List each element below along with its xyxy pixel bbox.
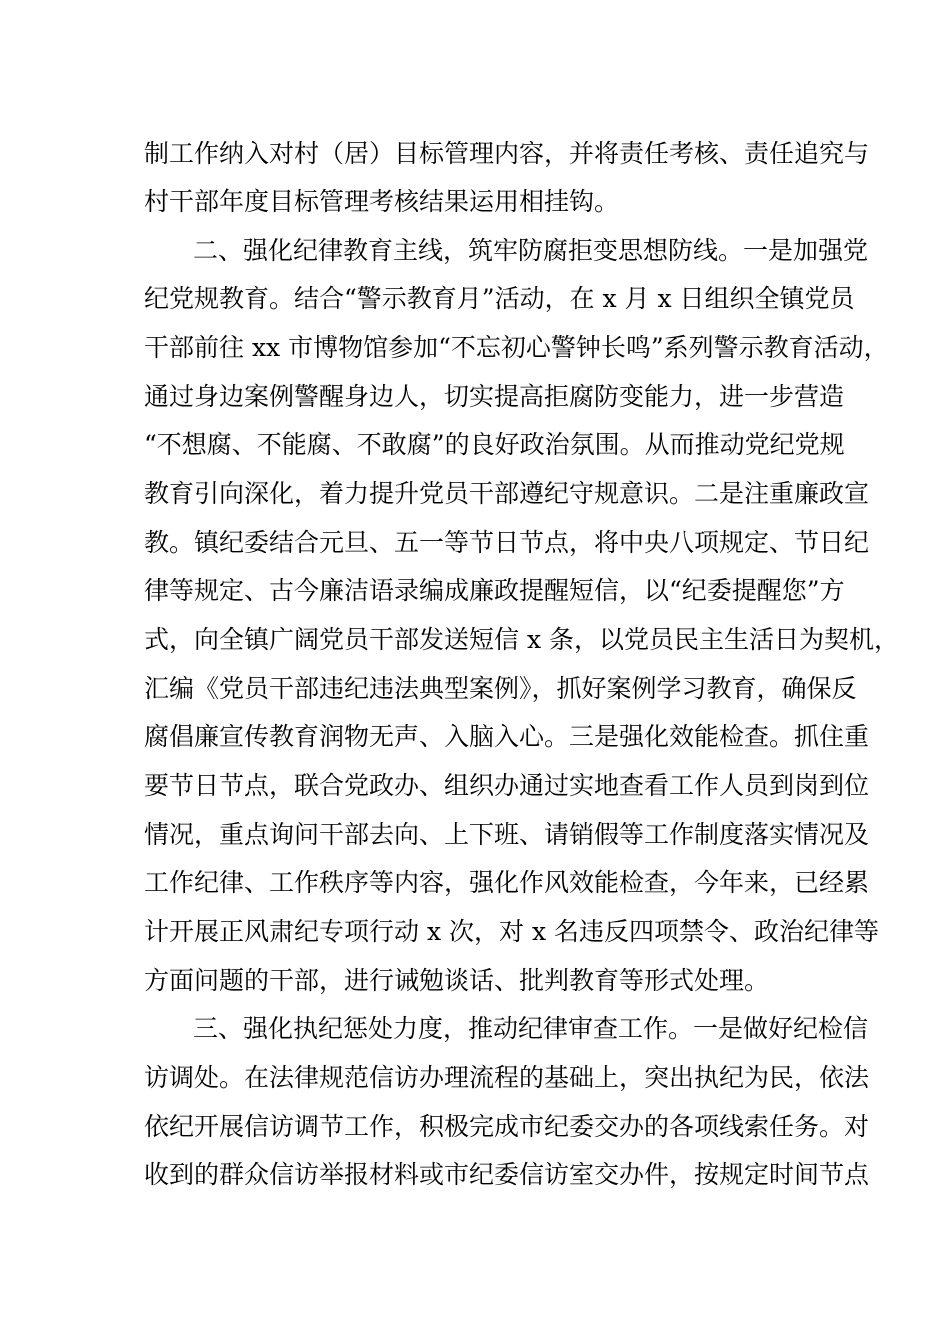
text-line: 工作纪律、工作秩序等内容，强化作风效能检查，今年来，已经累 [144,868,870,897]
text-line: 访调处。在法律规范信访办理流程的基础上，突出执纪为民，依法 [144,1063,870,1092]
paragraph-2-first-line: 二、强化纪律教育主线，筑牢防腐拒变思想防线。一是加强党 [193,236,869,265]
text-line: 干部前往 xx 市博物馆参加“不忘初心警钟长鸣”系列警示教育活动， [144,333,889,362]
text-line: 收到的群众信访举报材料或市纪委信访室交办件，按规定时间节点 [144,1160,870,1189]
text-line: 腐倡廉宣传教育润物无声、入脑入心。三是强化效能检查。抓住重 [144,722,870,751]
text-line: 制工作纳入对村（居）目标管理内容，并将责任考核、责任追究与 [144,139,870,168]
paragraph-3-first-line: 三、强化执纪惩处力度，推动纪律审查工作。一是做好纪检信 [193,1014,869,1043]
text-line: 村干部年度目标管理考核结果运用相挂钩。 [144,187,620,216]
text-line: 计开展正风肃纪专项行动 x 次，对 x 名违反四项禁令、政治纪律等 [144,917,879,946]
text-line: 依纪开展信访调节工作，积极完成市纪委交办的各项线索任务。对 [144,1112,870,1141]
text-line: 纪党规教育。结合“警示教育月”活动，在 x 月 x 日组织全镇党员 [144,284,855,313]
text-line: 律等规定、古今廉洁语录编成廉政提醒短信，以“纪委提醒您”方 [144,576,845,605]
text-line: 教。镇纪委结合元旦、五一等节日节点，将中央八项规定、节日纪 [144,528,870,557]
text-line: “不想腐、不能腐、不敢腐”的良好政治氛围。从而推动党纪党规 [144,430,845,459]
text-line: 情况，重点询问干部去向、上下班、请销假等工作制度落实情况及 [144,820,870,849]
text-line: 汇编《党员干部违纪违法典型案例》，抓好案例学习教育，确保反 [144,674,857,703]
text-line: 通过身边案例警醒身边人，切实提高拒腐防变能力，进一步营造 [144,382,845,411]
text-line: 要节日节点，联合党政办、组织办通过实地查看工作人员到岗到位 [144,771,870,800]
text-line: 方面问题的干部，进行诫勉谈话、批判教育等形式处理。 [144,966,770,995]
text-line: 教育引向深化，着力提升党员干部遵纪守规意识。二是注重廉政宣 [144,479,870,508]
text-line: 式，向全镇广阔党员干部发送短信 x 条，以党员民主生活日为契机， [144,625,899,654]
